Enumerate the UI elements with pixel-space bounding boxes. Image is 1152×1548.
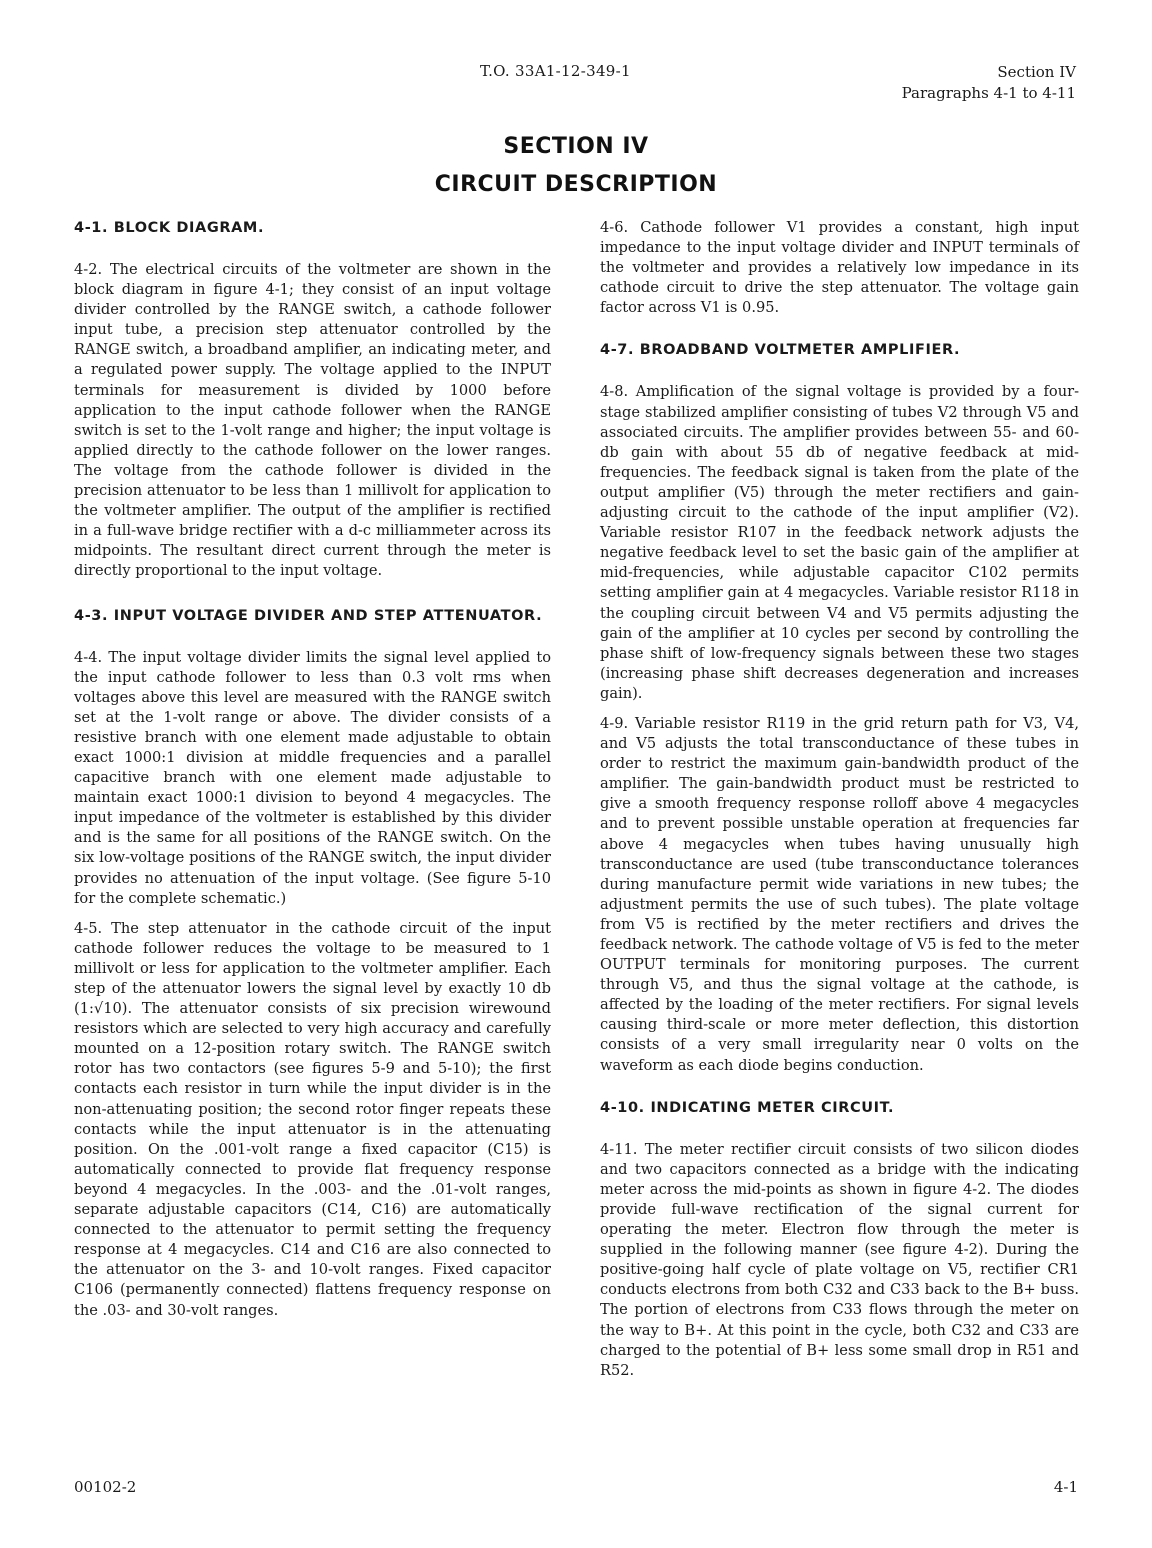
section-label: Section IV <box>997 63 1076 81</box>
heading-4-10: 4-10. INDICATING METER CIRCUIT. <box>600 1099 895 1116</box>
heading-4-1: 4-1. BLOCK DIAGRAM. <box>74 220 265 236</box>
paragraph-4-6: 4-6. Cathode follower V1 provides a constant, high input impedance to the input voltage divider and INPUT terminals of the voltmeter and provides a relatively low impedance in its cathode circuit to drive the step attenuator. The voltage gain factor across V1 is 0.95. <box>600 219 1079 317</box>
to-number: T.O. 33A1-12-349-1 <box>480 62 631 80</box>
paragraph-4-11: 4-11. The meter rectifier circuit consists of two silicon diodes and two capacitors connected as a bridge with the indicating meter across the mid-points as shown in figure 4-2. The diodes provide full-wave rectification of the signal current for operating the meter. Electron flow through the meter is supplied in the following manner (see figure 4-2). During the positive-going half cycle of plate voltage on V5, rectifier CR1 conducts electrons from both C32 and C33 back to the B+ buss. The portion of electrons from C33 flows through the meter on the way to B+. At this point in the cycle, both C32 and C33 are charged to the potential of B+ less some small drop in R51 and R52. <box>600 1140 1079 1379</box>
left-column <box>74 218 551 1321</box>
section-info <box>902 62 1076 104</box>
section-subtitle: CIRCUIT DESCRIPTION <box>434 172 718 197</box>
heading-4-3: 4-3. INPUT VOLTAGE DIVIDER AND STEP ATTENUATOR. <box>74 607 543 624</box>
paragraph-4-2: 4-2. The electrical circuits of the voltmeter are shown in the block diagram in figure 4-1; they consist of an input voltage divider controlled by the RANGE switch, a cathode follower input tube, a precision step attenuator controlled by the RANGE switch, a broadband amplifier, an indicating meter, and a regulated power supply. The voltage applied to the INPUT terminals for measurement is divided by 1000 before application to the input cathode follower when the RANGE switch is set to the 1-volt range and higher; the input voltage is applied directly to the cathode follower on the lower ranges. The voltage from the cathode follower is divided in the precision attenuator to be less than 1 millivolt for application to the voltmeter amplifier. The output of the amplifier is rectified in a full-wave bridge rectifier with a d-c milliammeter across its midpoints. The resultant direct current through the meter is directly proportional to the input voltage. <box>74 261 551 580</box>
section-title: SECTION IV <box>503 134 649 159</box>
document-code: 00102-2 <box>74 1478 137 1496</box>
paragraphs-range: Paragraphs 4-1 to 4-11 <box>901 84 1076 102</box>
paragraph-4-9: 4-9. Variable resistor R119 in the grid return path for V3, V4, and V5 adjusts the total transconductance of these tubes in order to restrict the maximum gain-bandwidth product of the amplifier. The gain-bandwidth product must be restricted to give a smooth frequency response rolloff above 4 megacycles and to prevent possible unstable operation at frequencies far above 4 megacycles when tubes having unusually high transconductance are used (tube transconductance tolerances during manufacture permit wide variations in new tubes; the adjustment permits the use of such tubes). The plate voltage from V5 is rectified by the meter rectifiers and drives the feedback network. The cathode voltage of V5 is fed to the meter OUTPUT terminals for monitoring purposes. The current through V5, and thus the signal voltage at the cathode, is affected by the loading of the meter rectifiers. For signal levels causing third-scale or more meter deflection, this distortion consists of a very small irregularity near 0 volts on the waveform as each diode begins conduction. <box>600 714 1079 1074</box>
page-number: 4-1 <box>1053 1478 1078 1496</box>
paragraph-4-4: 4-4. The input voltage divider limits the signal level applied to the input cathode follower to less than 0.3 volt rms when voltages above this level are measured with the RANGE switch set at the 1-volt range or above. The divider consists of a resistive branch with one element made adjustable to obtain exact 1000:1 division at middle frequencies and a parallel capacitive branch with one element made adjustable to maintain exact 1000:1 division to beyond 4 megacycles. The input impedance of the voltmeter is established by this divider and is the same for all positions of the RANGE switch. On the six low-voltage positions of the RANGE switch, the input divider provides no attenuation of the input voltage. (See figure 5-10 for the complete schematic.) <box>74 648 551 907</box>
paragraph-4-5: 4-5. The step attenuator in the cathode circuit of the input cathode follower reduces the voltage to be measured to 1 millivolt or less for application to the voltmeter amplifier. Each step of the attenuator lowers the signal level by exactly 10 db (1:√10). The attenuator consists of six precision wirewound resistors which are selected to very high accuracy and carefully mounted on a 12-position rotary switch. The RANGE switch rotor has two contactors (see figures 5-9 and 5-10); the first contacts each resistor in turn while the input divider is in the non-attenuating position; the second rotor finger repeats these contacts while the input attenuator is in the attenuating position. On the .001-volt range a fixed capacitor (C15) is automatically connected to provide flat frequency response beyond 4 megacycles. In the .003- and the .01-volt ranges, separate adjustable capacitors (C14, C16) are automatically connected to the attenuator to permit setting the frequency response at 4 megacycles. C14 and C16 are also connected to the attenuator on the 3- and 10-volt ranges. Fixed capacitor C106 (permanently connected) flattens frequency response on the .03- and 30-volt ranges. <box>74 919 551 1319</box>
right-column <box>600 218 1079 1381</box>
paragraph-4-8: 4-8. Amplification of the signal voltage is provided by a four-stage stabilized amplifier consisting of tubes V2 through V5 and associated circuits. The amplifier provides between 55- and 60-db gain with about 55 db of negative feedback at mid-frequencies. The feedback signal is taken from the plate of the output amplifier (V5) through the meter rectifiers and gain-adjusting circuit to the cathode of the input amplifier (V2). Variable resistor R107 in the feedback network adjusts the negative feedback level to set the basic gain of the amplifier at mid-frequencies, while adjustable capacitor C102 permits setting amplifier gain at 4 megacycles. Variable resistor R118 in the coupling circuit between V4 and V5 permits adjusting the gain of the amplifier at 10 cycles per second by controlling the phase shift of low-frequency signals between these two stages (increasing phase shift decreases degeneration and increases gain). <box>600 383 1079 702</box>
heading-4-7: 4-7. BROADBAND VOLTMETER AMPLIFIER. <box>600 342 961 359</box>
